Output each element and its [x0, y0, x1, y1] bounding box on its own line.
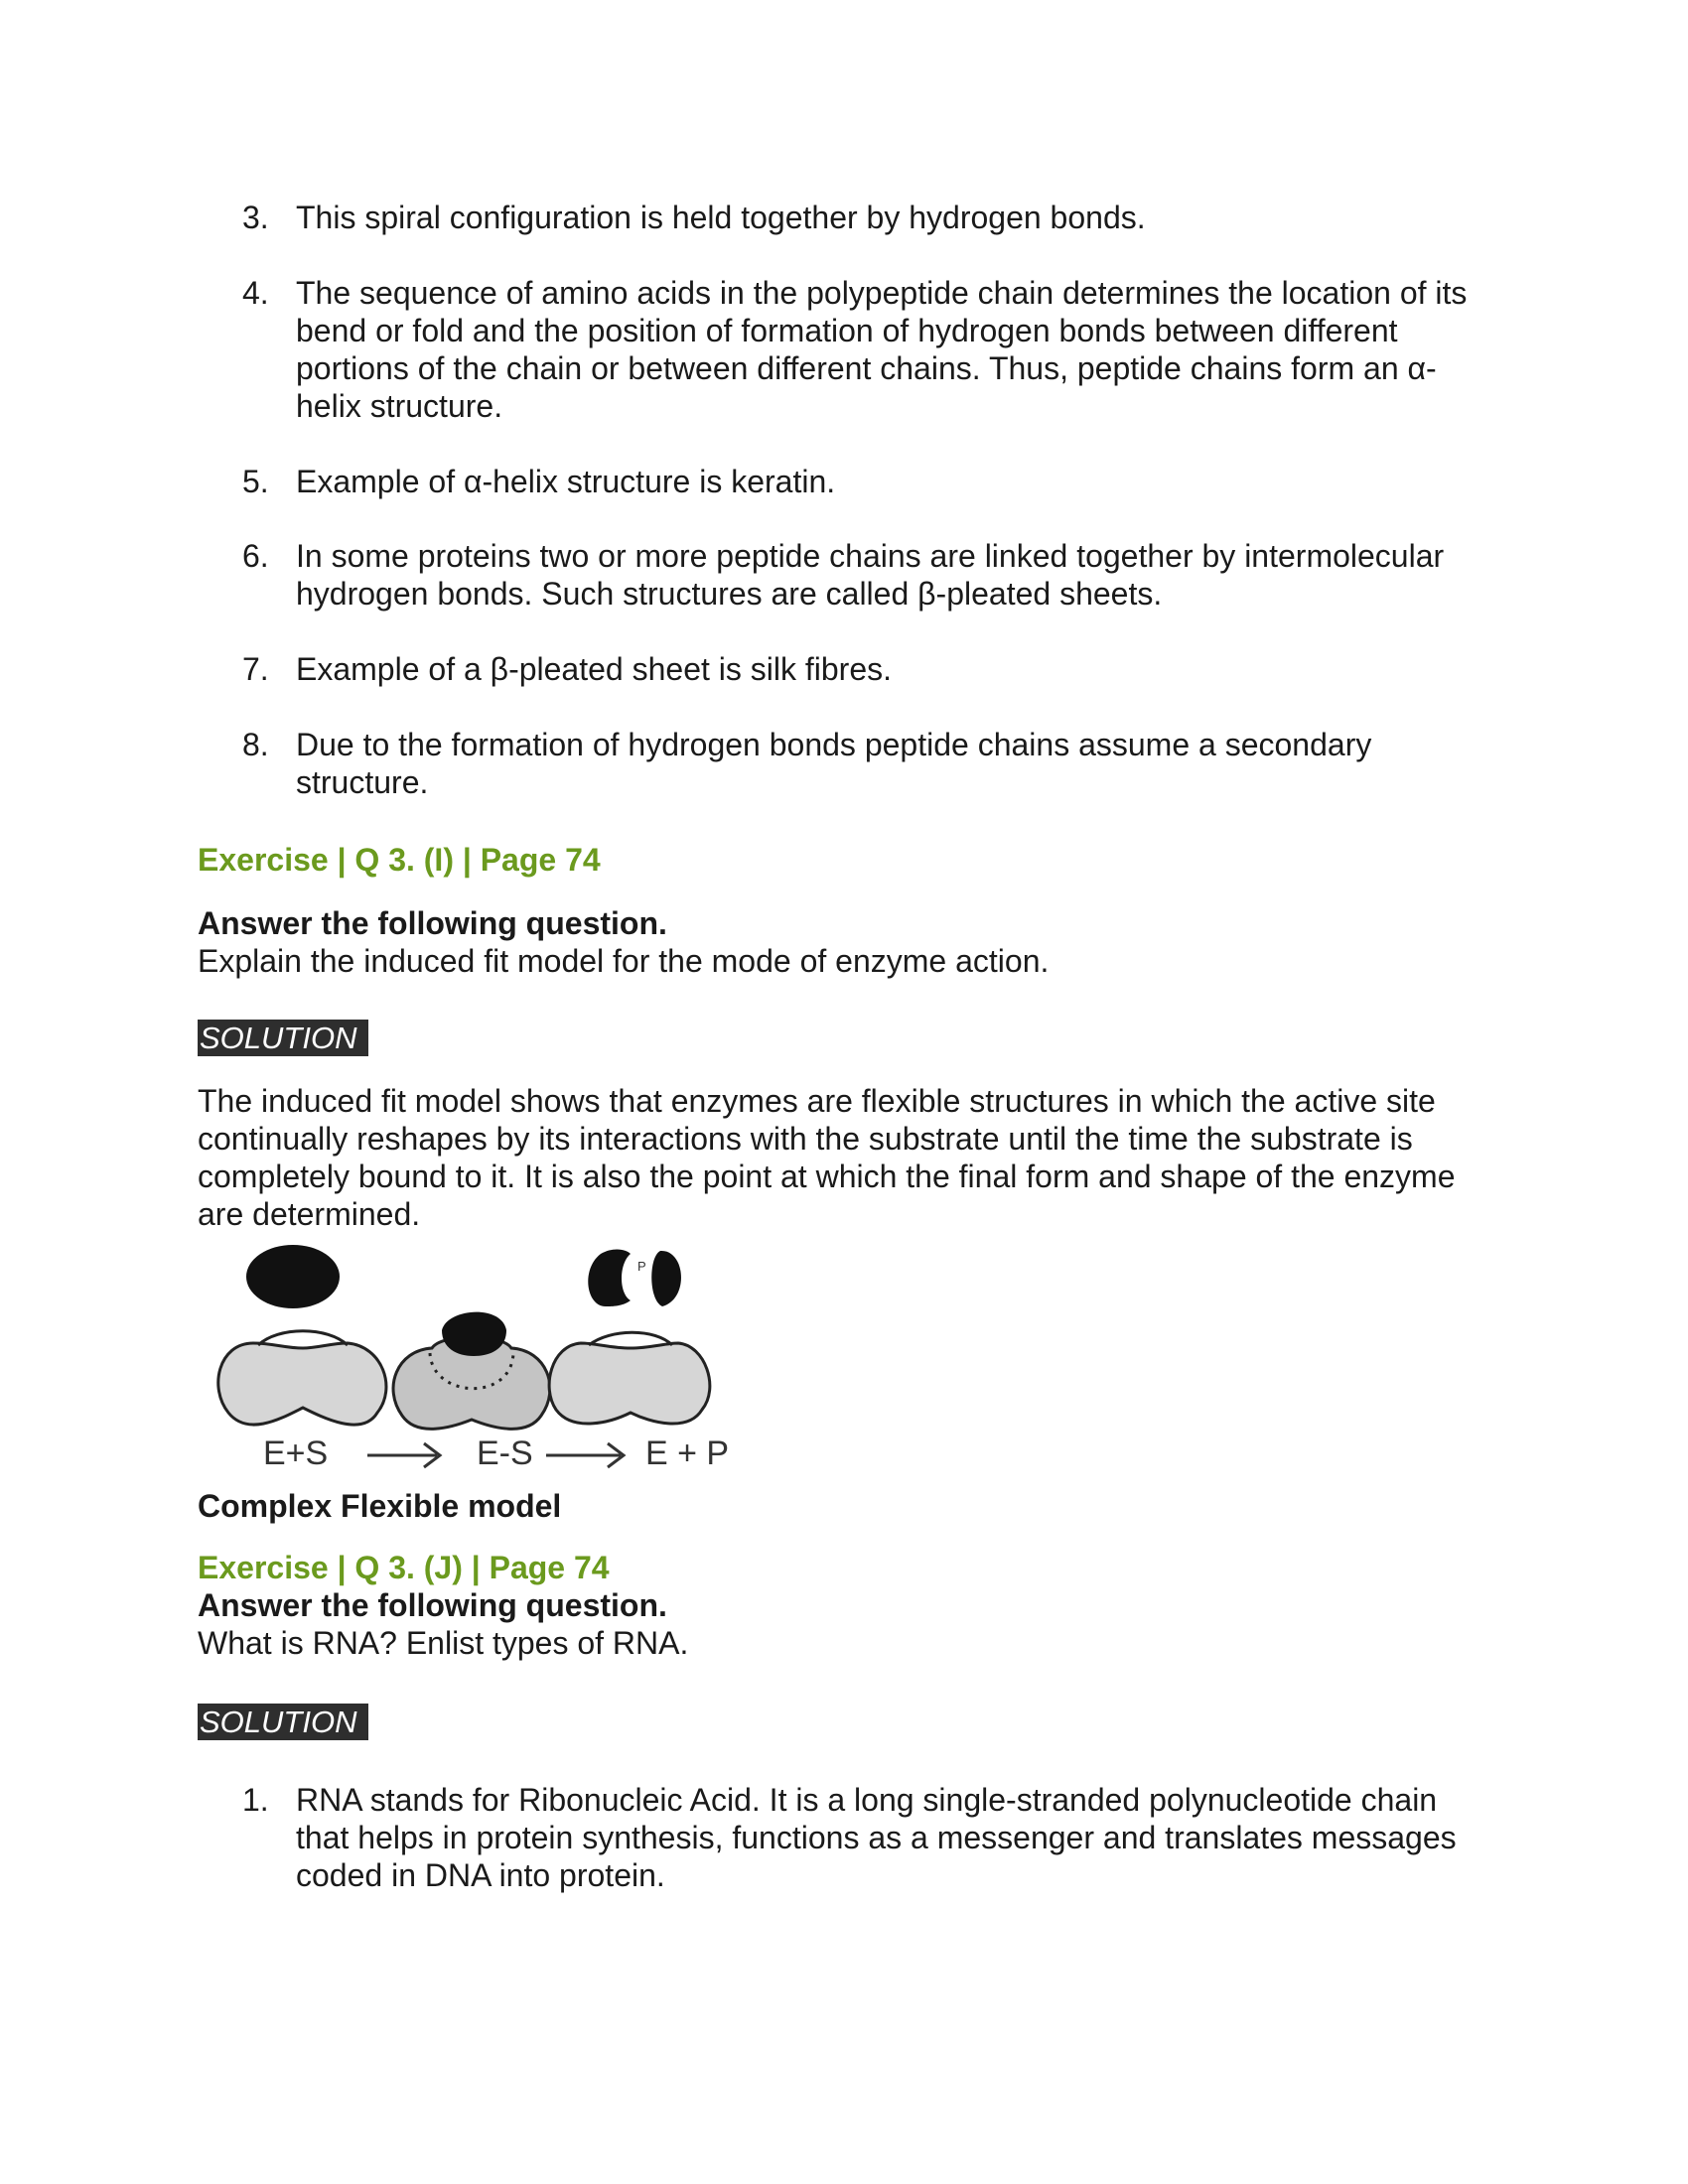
- list-number: 1.: [242, 1782, 269, 1818]
- reactant-label: E+S: [263, 1434, 329, 1472]
- substrate-shape: [246, 1245, 340, 1308]
- list-number: 5.: [242, 464, 269, 499]
- list-number: 6.: [242, 538, 269, 574]
- bound-substrate-shape: [442, 1312, 506, 1356]
- solution-paragraph: The induced fit model shows that enzymes are flexible structures in which the active site continually reshapes by its interactions with the substrate until the time the substrate is completely bound to it. It is also the point at which the final form and shape of the enzyme are determined.: [198, 1083, 1456, 1232]
- exercise-heading: Exercise | Q 3. (I) | Page 74: [198, 842, 601, 878]
- list-number: 4.: [242, 275, 269, 311]
- list-number: 3.: [242, 200, 269, 235]
- product-label: P: [637, 1259, 646, 1274]
- induced-fit-diagram: [204, 1239, 789, 1492]
- list-number: 7.: [242, 651, 269, 687]
- list-text: RNA stands for Ribonucleic Acid. It is a long single-stranded polynucleotide chain that helps in protein synthesis, functions as a messenger and translates messages coded in DNA into protein.: [296, 1782, 1457, 1893]
- enzyme-shape: [218, 1343, 386, 1425]
- question-text: Explain the induced fit model for the mode of enzyme action.: [198, 943, 1050, 979]
- product-label-text: E + P: [645, 1434, 730, 1472]
- list-text: Due to the formation of hydrogen bonds peptide chains assume a secondary structure.: [296, 727, 1372, 800]
- solution-label: SOLUTION: [198, 1020, 368, 1056]
- product-left-shape: [588, 1249, 631, 1306]
- exercise-heading: Exercise | Q 3. (J) | Page 74: [198, 1550, 610, 1585]
- question-text: What is RNA? Enlist types of RNA.: [198, 1625, 689, 1661]
- question-label: Answer the following question.: [198, 1587, 667, 1623]
- enzyme-shape: [549, 1343, 710, 1424]
- solution-label: SOLUTION: [198, 1704, 368, 1740]
- list-text: This spiral configuration is held together by hydrogen bonds.: [296, 200, 1146, 235]
- active-site-line: [589, 1332, 672, 1345]
- list-text: Example of α-helix structure is keratin.: [296, 464, 836, 499]
- question-label: Answer the following question.: [198, 905, 667, 941]
- product-right-shape: [651, 1251, 681, 1306]
- figure-caption: Complex Flexible model: [198, 1488, 562, 1524]
- list-number: 8.: [242, 727, 269, 762]
- list-text: In some proteins two or more peptide chains are linked together by intermolecular hydrogen bonds. Such structures are called β-pleated sheets.: [296, 538, 1445, 612]
- list-text: Example of a β-pleated sheet is silk fibres.: [296, 651, 893, 687]
- list-text: The sequence of amino acids in the polypeptide chain determines the location of its bend or fold and the position of formation of hydrogen bonds between different portions of the chain or between different chains. Thus, peptide chains form an α-helix structure.: [296, 275, 1468, 424]
- complex-label: E-S: [477, 1434, 533, 1472]
